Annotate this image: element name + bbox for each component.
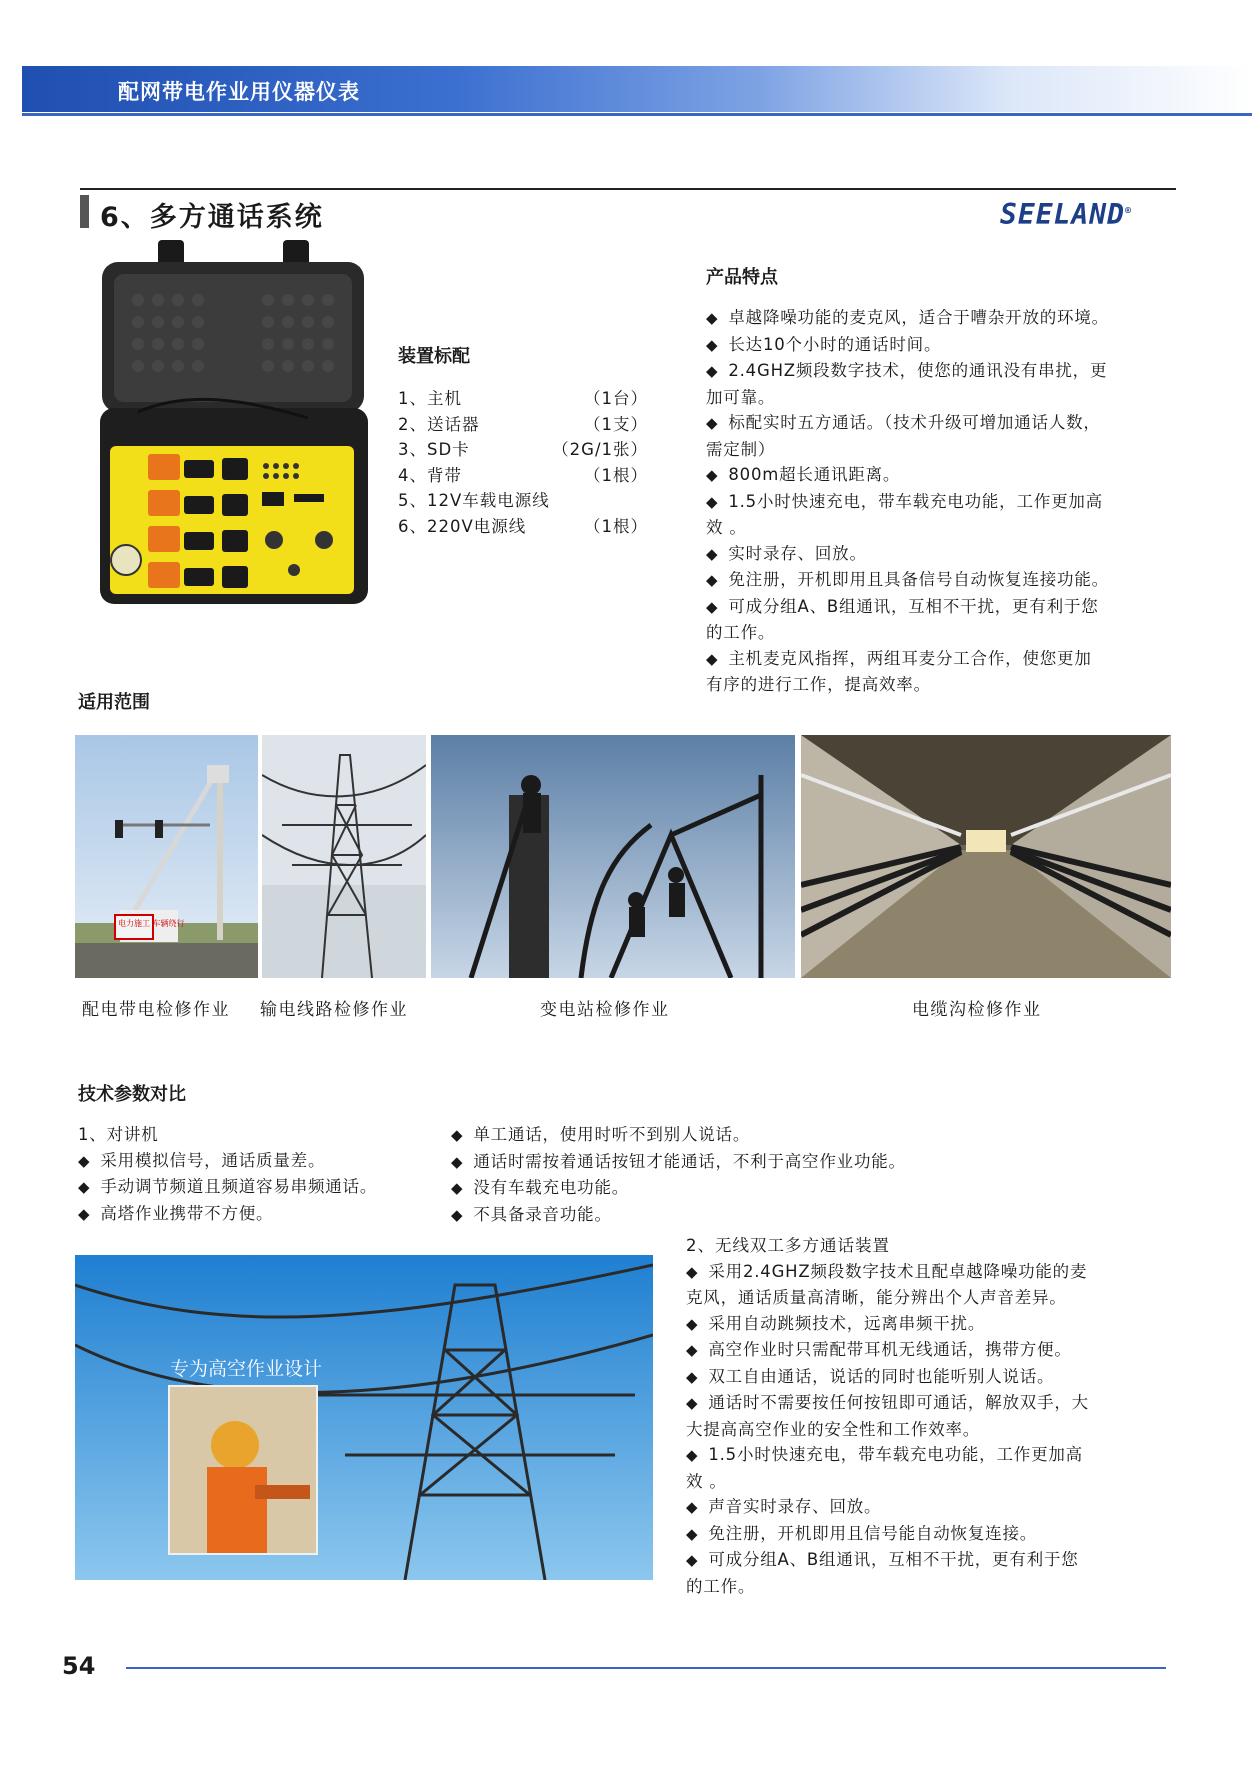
photo-caption: 专为高空作业设计 <box>170 1358 323 1380</box>
feature-line: 效 。 <box>706 518 747 537</box>
config-item: 5、12V车载电源线 <box>398 491 550 510</box>
duplex-line: ◆ 免注册，开机即用且信号能自动恢复连接。 <box>686 1521 1186 1548</box>
duplex-line: ◆ 1.5小时快速充电，带车载充电功能，工作更加高 <box>686 1442 1186 1469</box>
feature-line: 需定制） <box>706 439 776 459</box>
feature-line: ◆ 实时录存、回放。 <box>706 541 1186 568</box>
scope-title: 适用范围 <box>78 692 150 713</box>
page-number: 54 <box>62 1652 96 1680</box>
cable-trench-photo <box>801 735 1171 978</box>
section-title: 6、多方通话系统 <box>100 202 324 233</box>
duplex-line: 的工作。 <box>686 1576 756 1596</box>
duplex-title: 2、无线双工多方通话装置 <box>686 1236 890 1255</box>
intercom-item: ◆ 不具备录音功能。 <box>451 1202 906 1229</box>
transmission-tower-photo <box>262 735 426 978</box>
feature-line: ◆ 1.5小时快速充电，带车载充电功能，工作更加高 <box>706 489 1186 516</box>
feature-line: ◆ 800m超长通讯距离。 <box>706 462 1186 489</box>
duplex-line: ◆ 可成分组A、B组通讯，互相不干扰，更有利于您 <box>686 1547 1186 1574</box>
scope-caption: 配电带电检修作业 <box>82 1000 230 1020</box>
duplex-line: ◆ 双工自由通话，说话的同时也能听别人说话。 <box>686 1364 1186 1391</box>
header-title: 配网带电作业用仪器仪表 <box>118 80 360 104</box>
intercom-list <box>78 1122 377 1227</box>
section-rule <box>80 188 1176 190</box>
scope-caption: 变电站检修作业 <box>540 1000 670 1020</box>
duplex-line: ◆ 通话时不需要按任何按钮即可通话，解放双手，大 <box>686 1390 1186 1417</box>
config-item: 3、SD卡 （2G/1张） <box>398 440 648 459</box>
intercom-item: ◆ 手动调节频道且频道容易串频通话。 <box>78 1174 377 1201</box>
duplex-system-list <box>686 1233 1186 1599</box>
config-item: 2、送话器 （1支） <box>398 414 648 434</box>
distribution-work-photo <box>75 735 258 978</box>
feature-line: 加可靠。 <box>706 387 776 407</box>
section-marker <box>80 195 89 228</box>
intercom-item: ◆ 通话时需按着通话按钮才能通话，不利于高空作业功能。 <box>451 1149 906 1176</box>
brand-logo: SEELAND® <box>1000 198 1133 231</box>
feature-line: 的工作。 <box>706 623 776 642</box>
duplex-line: ◆ 采用自动跳频技术，远离串频干扰。 <box>686 1311 1186 1338</box>
intercom-item: ◆ 采用模拟信号，通话质量差。 <box>78 1148 377 1175</box>
feature-line: ◆ 标配实时五方通话。（技术升级可增加通话人数， <box>706 410 1186 437</box>
intercom-item: ◆ 单工通话，使用时听不到别人说话。 <box>451 1122 906 1149</box>
duplex-line: 克风，通话质量高清晰，能分辨出个人声音差异。 <box>686 1288 1067 1307</box>
scope-caption: 电缆沟检修作业 <box>912 1000 1042 1020</box>
config-item: 4、背带 （1根） <box>398 465 648 485</box>
feature-line: 有序的进行工作，提高效率。 <box>706 675 931 694</box>
duplex-line: ◆ 高空作业时只需配带耳机无线通话，携带方便。 <box>686 1337 1186 1364</box>
standard-config-list <box>398 385 648 538</box>
intercom-item: ◆ 没有车载充电功能。 <box>451 1175 906 1202</box>
features-title: 产品特点 <box>706 267 778 288</box>
duplex-line: 效 。 <box>686 1471 727 1491</box>
feature-line: ◆ 免注册，开机即用且具备信号自动恢复连接功能。 <box>706 567 1186 594</box>
intercom-title: 1、对讲机 <box>78 1125 159 1144</box>
construction-sign: 电力施工 车辆绕行 <box>118 919 185 928</box>
feature-line: ◆ 主机麦克风指挥，两组耳麦分工合作，使您更加 <box>706 646 1186 673</box>
footer-rule <box>126 1667 1166 1669</box>
duplex-line: ◆ 采用2.4GHZ频段数字技术且配卓越降噪功能的麦 <box>686 1259 1186 1286</box>
feature-line: ◆ 卓越降噪功能的麦克风，适合于嘈杂开放的环境。 <box>706 305 1186 332</box>
feature-line: ◆ 可成分组A、B组通讯，互相不干扰，更有利于您 <box>706 594 1186 621</box>
substation-work-photo <box>431 735 795 978</box>
duplex-line: 大提高高空作业的安全性和工作效率。 <box>686 1419 981 1439</box>
standard-config-title: 装置标配 <box>398 346 470 367</box>
duplex-line: ◆ 声音实时录存、回放。 <box>686 1494 1186 1521</box>
features-list <box>706 305 1186 698</box>
device-case-image <box>98 240 372 610</box>
config-item: 1、主机 （1台） <box>398 389 648 408</box>
intercom-list-right <box>451 1122 906 1228</box>
tech-compare-title: 技术参数对比 <box>78 1084 186 1105</box>
high-altitude-photo <box>75 1255 653 1580</box>
feature-line: ◆ 长达10个小时的通话时间。 <box>706 332 1186 359</box>
scope-caption: 输电线路检修作业 <box>260 1000 408 1020</box>
config-item: 6、220V电源线 （1根） <box>398 516 648 536</box>
feature-line: ◆ 2.4GHZ频段数字技术，使您的通讯没有串扰，更 <box>706 358 1186 385</box>
intercom-item: ◆ 高塔作业携带不方便。 <box>78 1201 377 1228</box>
